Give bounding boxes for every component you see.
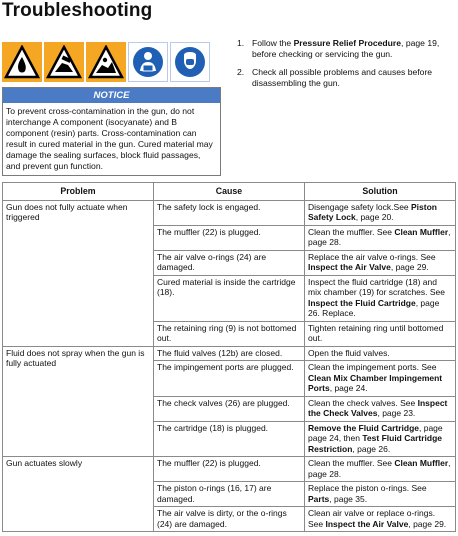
solution-text: Clean air valve or replace o-rings. See [308,508,436,529]
procedure-steps [237,38,452,96]
cause-cell: The retaining ring (9) is not bottomed out. [154,321,305,346]
troubleshooting-table [2,182,456,532]
cause-cell: The piston o-rings (16, 17) are damaged. [154,482,305,507]
header-problem: Problem [3,183,154,201]
solution-reference: Piston Safety Lock [308,201,437,222]
solution-text: Inspect the fluid cartridge (18) and mix chamber (19) for scratches. See [308,276,445,297]
cause-cell: The muffler (22) is plugged. [154,457,305,482]
fire-warning-icon [2,42,42,82]
step-text-part: , page 19, before checking or servicing the gun. [252,38,440,59]
table-row [3,346,456,361]
solution-text: Clean the muffler. See [308,458,395,468]
solution-cell [305,457,456,482]
solution-text: , page 28. [308,458,451,479]
solution-text: , page 24. [329,383,368,393]
header-solution: Solution [305,183,456,201]
solution-text: , page 29. [390,262,429,272]
cause-cell: The air valve is dirty, or the o-rings (24) are damaged. [154,507,305,532]
solution-reference: Inspect the Air Valve [308,262,391,272]
solution-reference: Inspect the Check Valves [308,397,448,418]
header-cause: Cause [154,183,305,201]
step-number: 1. [237,38,245,48]
pressure-relief-link: Pressure Relief Procedure [293,38,402,48]
solution-text: , page 26. Replace. [308,297,440,318]
solution-text: Replace the piston o-rings. See [308,483,427,493]
moving-parts-warning-icon [86,42,126,82]
step-text [252,38,452,60]
cause-cell: The cartridge (18) is plugged. [154,421,305,457]
table-row [3,457,456,482]
solution-cell [305,250,456,275]
cause-cell: The fluid valves (12b) are closed. [154,346,305,361]
solution-text: , page 26. [352,443,391,454]
solution-text: Clean the check valves. See [308,397,418,408]
respirator-icon [170,42,210,82]
solution-cell [305,361,456,397]
problem-cell: Fluid does not spray when the gun is fully actuated [3,346,154,457]
solution-text: Open the fluid valves. [308,347,390,358]
solution-text: , page 35. [329,493,368,504]
step-number: 2. [237,67,245,77]
solution-reference: Test Fluid Cartridge Restriction [308,433,443,454]
table-row [3,200,456,225]
solution-cell [305,421,456,457]
solution-cell [305,396,456,421]
step-1 [237,38,452,60]
solution-text: , page 20. [355,212,394,222]
cause-cell: Cured material is inside the cartridge (18). [154,275,305,321]
step-2 [237,67,452,89]
page-title: Troubleshooting [2,0,153,21]
solution-reference: Inspect the Fluid Cartridge [308,297,416,308]
cause-cell: The safety lock is engaged. [154,200,305,225]
step-text: Check all possible problems and causes before disassembling the gun. [252,67,433,88]
solution-reference: Clean Mix Chamber Impingement Ports [308,372,443,393]
problem-cell: Gun does not fully actuate when triggered [3,200,154,346]
table-body [3,200,456,532]
skin-injection-warning-icon [44,42,84,82]
solution-reference: Inspect the Air Valve [325,518,409,529]
solution-cell [305,200,456,225]
step-text-part: Follow the [252,38,294,48]
solution-reference: Clean Muffler [394,458,449,468]
solution-text: Clean the impingement ports. See [308,362,437,372]
solution-text: , page 29. [408,518,447,529]
problem-cell: Gun actuates slowly [3,457,154,532]
solution-cell [305,321,456,346]
cause-cell: The impingement ports are plugged. [154,361,305,397]
solution-text: Clean the muffler. See [308,226,395,237]
solution-cell [305,507,456,532]
solution-text: , page 28. [308,226,451,247]
solution-text: Replace the air valve o-rings. See [308,251,436,262]
solution-text: Disengage safety lock.See [308,201,412,212]
safety-icons [2,42,212,82]
solution-text: Tighten retaining ring until bottomed out. [308,322,444,343]
table-header-row [3,183,456,201]
notice-box [2,87,221,176]
solution-cell [305,275,456,321]
notice-body: To prevent cross-contamination in the gun, do not interchange A component (isocyanate) and B component (resin) parts. Cross-contamination can result in cured material in the gun. Cured material may damage the sealing surfaces, block fluid passages, and prevent gun function. [6,106,213,171]
solution-cell [305,482,456,507]
solution-cell [305,346,456,361]
notice-header: NOTICE [3,88,220,103]
cause-cell: The muffler (22) is plugged. [154,225,305,250]
read-manual-icon [128,42,168,82]
solution-text: , page 23. [377,408,416,418]
cause-cell: The air valve o-rings (24) are damaged. [154,250,305,275]
solution-reference: Clean Muffler [394,226,449,237]
solution-cell [305,225,456,250]
solution-reference: Remove the Fluid Cartridge [308,422,419,433]
solution-text: , page page 24, then [308,422,443,443]
cause-cell: The check valves (26) are plugged. [154,396,305,421]
solution-reference: Parts [308,493,330,504]
